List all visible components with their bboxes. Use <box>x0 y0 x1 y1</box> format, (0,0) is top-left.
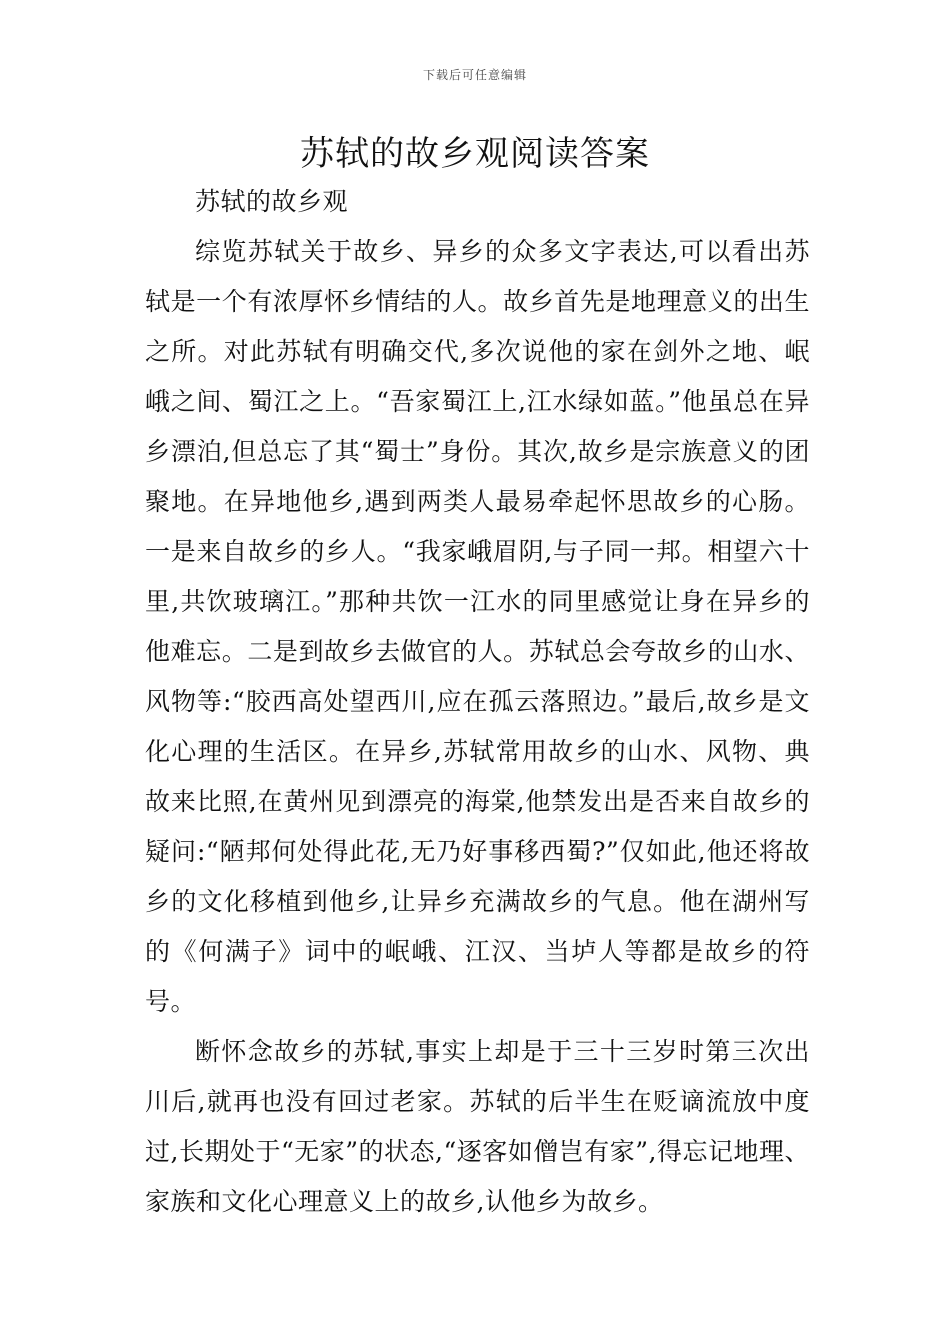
header-note: 下载后可任意编辑 <box>422 68 527 82</box>
paragraph-1: 综览苏轼关于故乡、异乡的众多文字表达,可以看出苏轼是一个有浓厚怀乡情结的人。故乡首先是地理意义的出生之所。对此苏轼有明确交代,多次说他的家在剑外之地、岷峨之间、蜀江之上。“吾家蜀江上,江水绿如蓝。”他虽总在异乡漂泊,但总忘了其“蜀士”身份。其次,故乡是宗族意义的团聚地。在异地他乡,遇到两类人最易牵起怀思故乡的心肠。一是来自故乡的乡人。“我家峨眉阴,与子同一邦。相望六十里,共饮玻璃江。”那种共饮一江水的同里感觉让身在异乡的他难忘。二是到故乡去做官的人。苏轼总会夸故乡的山水、风物等:“胶西高处望西川,应在孤云落照边。”最后,故乡是文化心理的生活区。在异乡,苏轼常用故乡的山水、风物、典故来比照,在黄州见到漂亮的海棠,他禁发出是否来自故乡的疑问:“陋邦何处得此花,无乃好事移西蜀?”仅如此,他还将故乡的文化移植到他乡,让异乡充满故乡的气息。他在湖州写的《何满子》词中的岷峨、江汉、当垆人等都是故乡的符号。 <box>145 237 810 1016</box>
page-title: 苏轼的故乡观阅读答案 <box>300 134 650 174</box>
article-body <box>145 177 810 1227</box>
paragraph-2: 断怀念故乡的苏轼,事实上却是于三十三岁时第三次出川后,就再也没有回过老家。苏轼的后半生在贬谪流放中度过,长期处于“无家”的状态,“逐客如僧岂有家”,得忘记地理、家族和文化心理意义上的故乡,认他乡为故乡。 <box>145 1037 810 1216</box>
article-subtitle: 苏轼的故乡观 <box>195 187 349 216</box>
